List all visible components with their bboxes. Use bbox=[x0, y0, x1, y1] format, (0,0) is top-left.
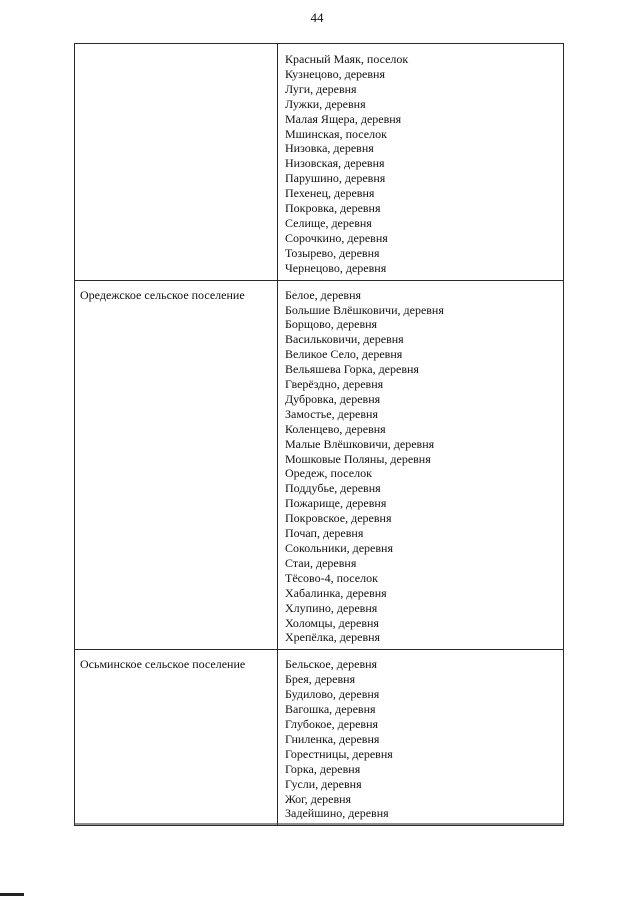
locality-item: Красный Маяк, поселок bbox=[285, 52, 409, 66]
locality-item: Вагошка, деревня bbox=[285, 702, 376, 717]
locality-item: Тёсово-4, поселок bbox=[285, 570, 378, 585]
locality-item: Кузнецово, деревня bbox=[285, 66, 385, 81]
locality-item: Гниленка, деревня bbox=[285, 731, 380, 746]
locality-item: Замостье, деревня bbox=[285, 406, 378, 421]
locality-item: Будилово, деревня bbox=[285, 687, 380, 702]
localities-cell bbox=[278, 44, 564, 281]
locality-item: Парушино, деревня bbox=[285, 171, 386, 186]
margin-mark bbox=[0, 893, 24, 896]
locality-item: Дубровка, деревня bbox=[285, 391, 381, 406]
locality-item: Селище, деревня bbox=[285, 215, 372, 230]
locality-item: Покровское, деревня bbox=[285, 511, 392, 526]
table-row bbox=[75, 44, 564, 281]
settlement-name: Осьминское сельское поселение bbox=[80, 657, 246, 672]
localities-cell bbox=[278, 280, 564, 650]
locality-item: Малые Влёшковичи, деревня bbox=[285, 436, 435, 451]
locality-item: Васильковичи, деревня bbox=[285, 332, 404, 347]
locality-item: Хрепёлка, деревня bbox=[285, 630, 381, 645]
locality-item: Коленцево, деревня bbox=[285, 421, 386, 436]
settlement-name: Оредежское сельское поселение bbox=[80, 287, 245, 302]
locality-item: Покровка, деревня bbox=[285, 201, 381, 216]
locality-item: Гусли, деревня bbox=[285, 776, 362, 791]
locality-item: Великое Село, деревня bbox=[285, 347, 403, 362]
locality-item: Гверёздно, деревня bbox=[285, 377, 384, 392]
locality-item: Пехенец, деревня bbox=[285, 186, 375, 201]
locality-item: Луги, деревня bbox=[285, 81, 357, 96]
locality-item: Оредеж, поселок bbox=[285, 466, 372, 481]
locality-item: Лужки, деревня bbox=[285, 96, 366, 111]
locality-item: Горка, деревня bbox=[285, 761, 361, 776]
locality-item: Борщово, деревня bbox=[285, 317, 378, 332]
locality-item: Тозырево, деревня bbox=[285, 245, 380, 260]
locality-item: Хабалинка, деревня bbox=[285, 585, 387, 600]
locality-item: Большие Влёшковичи, деревня bbox=[285, 302, 444, 317]
locality-item: Малая Ящера, деревня bbox=[285, 111, 402, 126]
table-row bbox=[75, 280, 564, 650]
locality-item: Стаи, деревня bbox=[285, 555, 357, 570]
page-number: 44 bbox=[310, 10, 324, 25]
locality-item: Вельяшева Горка, деревня bbox=[285, 362, 419, 377]
locality-item: Низовка, деревня bbox=[285, 141, 374, 156]
locality-item: Чернецово, деревня bbox=[285, 260, 387, 275]
locality-item: Сорочкино, деревня bbox=[285, 230, 388, 245]
locality-item: Бельское, деревня bbox=[285, 657, 378, 672]
page-cut-edge bbox=[74, 823, 563, 825]
localities-cell bbox=[278, 650, 564, 826]
settlements-table bbox=[74, 43, 564, 826]
table-row bbox=[75, 650, 564, 826]
locality-item: Почап, деревня bbox=[285, 526, 364, 541]
locality-item: Мшинская, поселок bbox=[285, 126, 387, 141]
locality-item: Жог, деревня bbox=[285, 791, 352, 806]
locality-item: Горестницы, деревня bbox=[285, 746, 393, 761]
settlement-name-cell bbox=[75, 650, 278, 826]
locality-item: Мошковые Поляны, деревня bbox=[285, 451, 431, 466]
locality-item: Брея, деревня bbox=[285, 672, 356, 687]
locality-item: Хлупино, деревня bbox=[285, 600, 378, 615]
locality-item: Задейшино, деревня bbox=[285, 806, 389, 821]
locality-item: Глубокое, деревня bbox=[285, 716, 379, 731]
locality-item: Белое, деревня bbox=[285, 287, 362, 302]
settlement-name-cell bbox=[75, 44, 278, 281]
locality-item: Холомцы, деревня bbox=[285, 615, 379, 630]
locality-item: Низовская, деревня bbox=[285, 156, 385, 171]
locality-item: Сокольники, деревня bbox=[285, 541, 393, 555]
locality-item: Пожарище, деревня bbox=[285, 496, 387, 511]
settlement-name-cell bbox=[75, 280, 278, 650]
locality-item: Поддубье, деревня bbox=[285, 481, 381, 496]
